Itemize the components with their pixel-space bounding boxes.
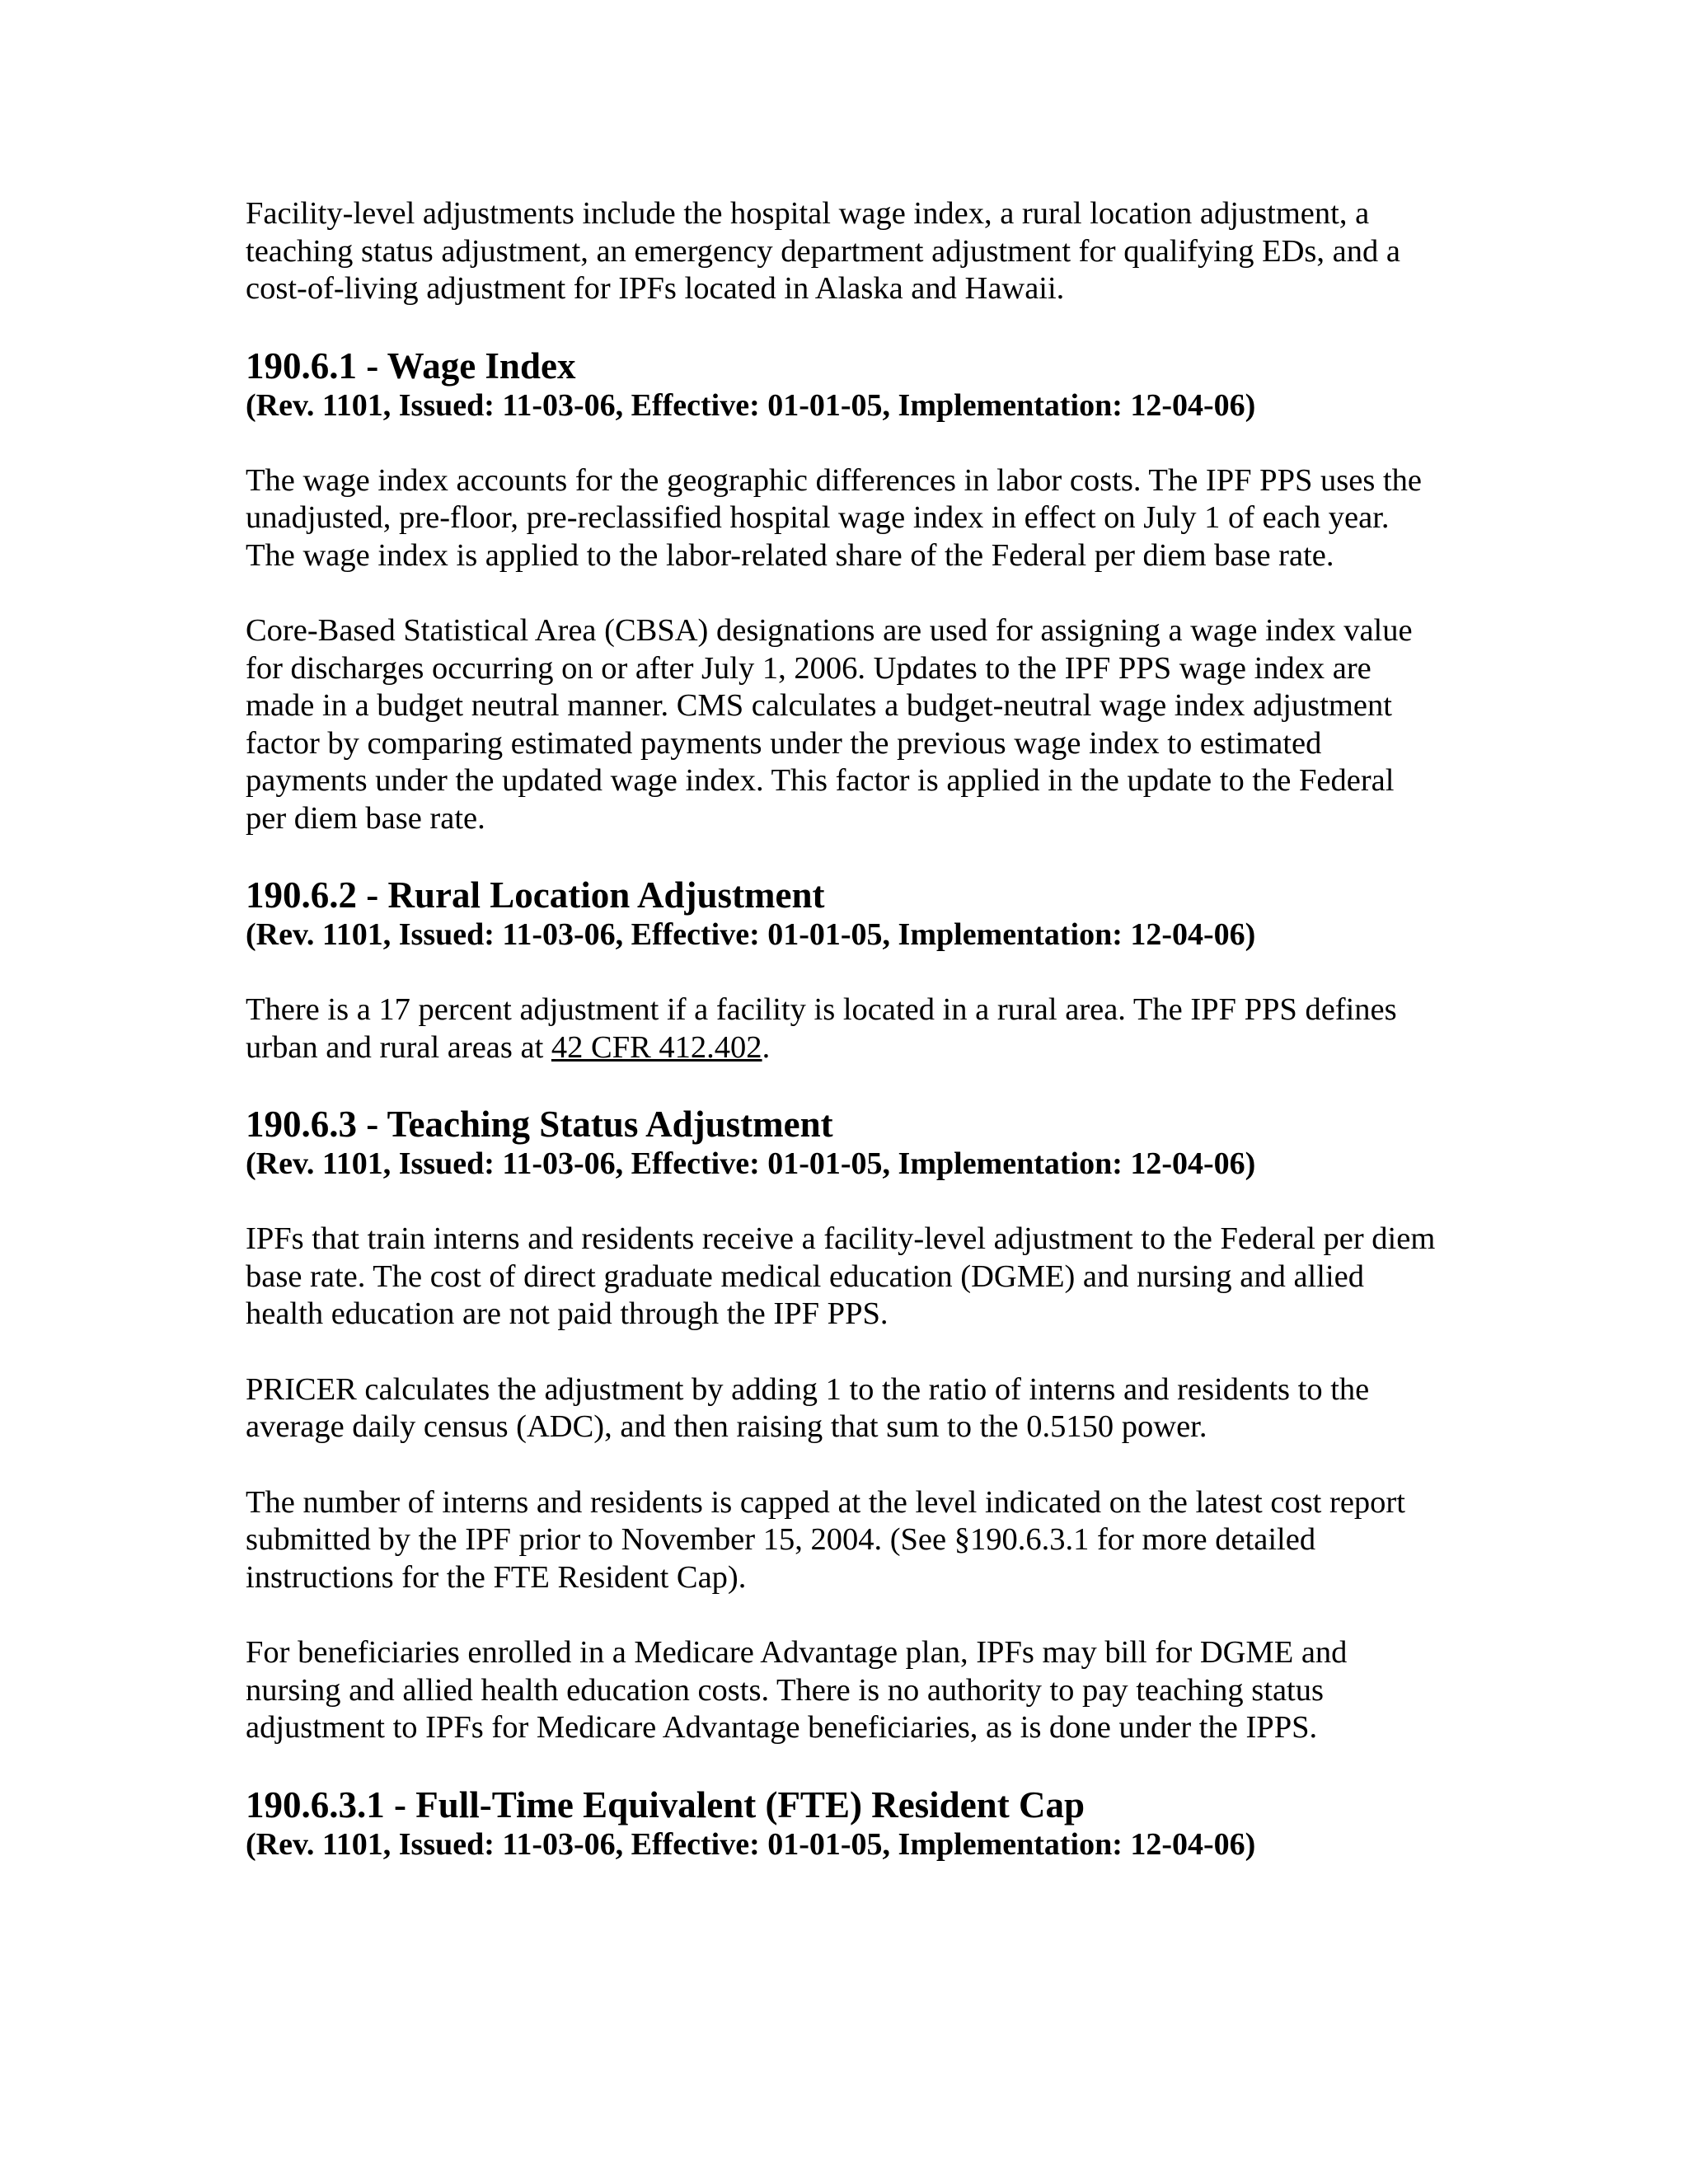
section-heading: 190.6.3.1 - Full-Time Equivalent (FTE) Resident Cap	[246, 1783, 1085, 1825]
body-paragraph: The number of interns and residents is capped at the level indicated on the latest cost report submitted by the IPF prior to November 15, 2004. (See §190.6.3.1 for more detailed instructions for the FTE Resident Cap).	[246, 1484, 1405, 1595]
section-teaching-status-adjustment	[246, 1104, 1442, 1747]
section-rural-location-adjustment	[246, 875, 1442, 1066]
body-paragraph: IPFs that train interns and residents receive a facility-level adjustment to the Federal per diem base rate. The cost of direct graduate medical education (DGME) and nursing and allied health education are not paid through the IPF PPS.	[246, 1221, 1436, 1331]
body-paragraph	[246, 991, 1442, 1066]
section-heading: 190.6.1 - Wage Index	[246, 344, 576, 387]
body-paragraph: For beneficiaries enrolled in a Medicare Advantage plan, IPFs may bill for DGME and nursing and allied health education costs. There is no authority to pay teaching status adjustment to IPFs for Medicare Advantage beneficiaries, as is done under the IPPS.	[246, 1635, 1348, 1745]
revision-line: (Rev. 1101, Issued: 11-03-06, Effective: 01-01-05, Implementation: 12-04-06)	[246, 387, 1256, 423]
paragraph-text: There is a 17 percent adjustment if a facility is located in a rural area. The IPF PPS defines urban and rural areas at	[246, 992, 1397, 1065]
body-paragraph: PRICER calculates the adjustment by adding 1 to the ratio of interns and residents to the average daily census (ADC), and then raising that sum to the 0.5150 power.	[246, 1371, 1370, 1444]
section-wage-index	[246, 346, 1442, 838]
body-paragraph: Core-Based Statistical Area (CBSA) designations are used for assigning a wage index value for discharges occurring on or after July 1, 2006. Updates to the IPF PPS wage index are made in a budget neutral manner. CMS calculates a budget-neutral wage index adjustment factor by comparing estimated payments under the previous wage index to estimated payments under the updated wage index. This factor is applied in the update to the Federal per diem base rate.	[246, 613, 1413, 836]
document-page	[246, 195, 1442, 1901]
section-fte-resident-cap	[246, 1785, 1442, 1863]
cfr-link[interactable]: 42 CFR 412.402	[551, 1029, 762, 1065]
revision-line: (Rev. 1101, Issued: 11-03-06, Effective: 01-01-05, Implementation: 12-04-06)	[246, 1826, 1256, 1862]
section-heading: 190.6.3 - Teaching Status Adjustment	[246, 1104, 833, 1145]
revision-line: (Rev. 1101, Issued: 11-03-06, Effective: 01-01-05, Implementation: 12-04-06)	[246, 917, 1256, 952]
paragraph-text: .	[762, 1029, 771, 1065]
revision-line: (Rev. 1101, Issued: 11-03-06, Effective: 01-01-05, Implementation: 12-04-06)	[246, 1146, 1256, 1181]
body-paragraph: The wage index accounts for the geographic differences in labor costs. The IPF PPS uses the unadjusted, pre-floor, pre-reclassified hospital wage index in effect on July 1 of each year. The wage index is applied to the labor-related share of the Federal per diem base rate.	[246, 462, 1423, 573]
intro-paragraph: Facility-level adjustments include the hospital wage index, a rural location adjustment, a teaching status adjustment, an emergency department adjustment for qualifying EDs, and a cost-of-living adjustment for IPFs located in Alaska and Hawaii.	[246, 196, 1400, 306]
section-heading: 190.6.2 - Rural Location Adjustment	[246, 874, 825, 916]
